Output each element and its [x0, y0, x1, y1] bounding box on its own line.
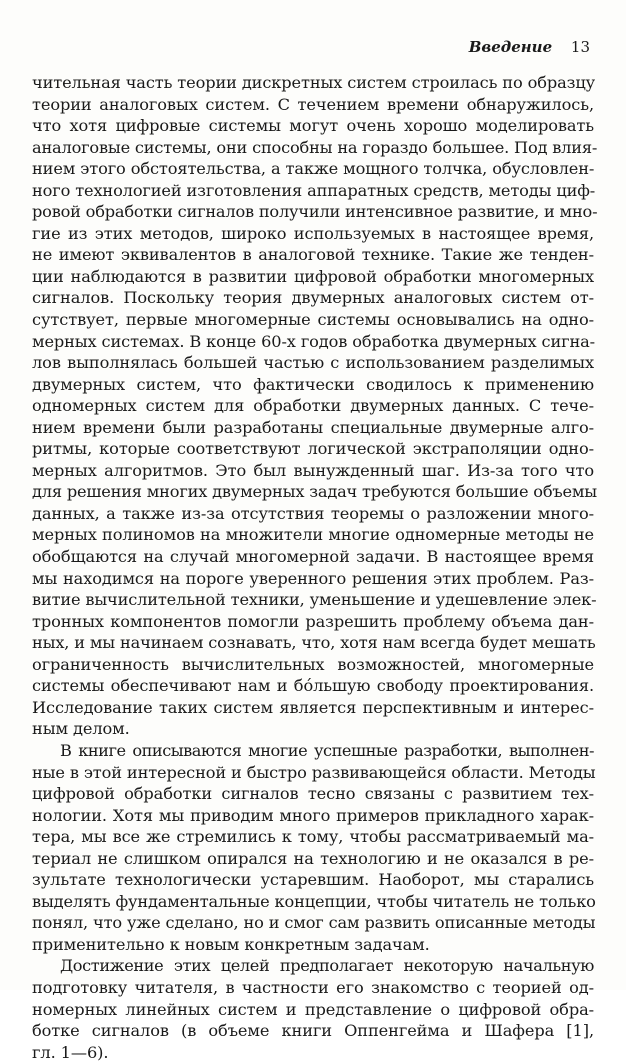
text-line: мерных системах. В конце 60-х годов обработка двумерных сигна- — [32, 331, 595, 351]
text-line: ции наблюдаются в развитии цифровой обработки многомерных — [32, 266, 594, 286]
text-line: нологии. Хотя мы приводим много примеров прикладного харак- — [32, 805, 594, 825]
text-line: гл. 1—6). — [32, 1042, 109, 1062]
text-line: лов выполнялась большей частью с использованием разделимых — [32, 353, 594, 373]
text-line: номерных линейных систем и представление о цифровой обра- — [32, 999, 594, 1019]
text-line: для решения многих двумерных задач требуются большие объемы — [32, 482, 597, 502]
section-title: Введение — [468, 38, 553, 56]
text-line: ритмы, которые соответствуют логической экстраполяции одно- — [32, 439, 594, 459]
running-head — [469, 38, 590, 56]
text-line: применительно к новым конкретным задачам. — [32, 934, 430, 954]
text-line: системы обеспечивают нам и бóльшую свободу проектирования. — [32, 676, 594, 696]
text-line: ограниченность вычислительных возможностей, многомерные — [32, 654, 594, 674]
text-line: териал не слишком опирался на технологию и не оказался в ре- — [32, 848, 594, 868]
text-line: не имеют эквивалентов в аналоговой технике. Такие же тенден- — [32, 245, 594, 265]
paragraph — [32, 740, 594, 955]
text-line: выделять фундаментальные концепции, чтобы читатель не только — [32, 891, 596, 911]
text-line: сигналов. Поскольку теория двумерных аналоговых систем от- — [32, 288, 594, 308]
text-line: аналоговые системы, они способны на гораздо большее. Под влия- — [32, 137, 598, 157]
text-line: тронных компонентов помогли разрешить проблему объема дан- — [32, 611, 594, 631]
text-line: нием этого обстоятельства, а также мощного толчка, обусловлен- — [32, 159, 595, 179]
text-line: В книге описываются многие успешные разработки, выполнен- — [60, 740, 594, 760]
text-line: Достижение этих целей предполагает некоторую начальную — [60, 956, 594, 976]
text-line: подготовку читателя, в частности его знакомство с теорией од- — [32, 977, 594, 997]
text-line: ные в этой интересной и быстро развивающейся области. Методы — [32, 762, 596, 782]
text-line: теории аналоговых систем. С течением времени обнаружилось, — [32, 94, 594, 114]
text-line: данных, а также из-за отсутствия теоремы о разложении много- — [32, 503, 594, 523]
text-line: ботке сигналов (в объеме книги Оппенгейма и Шафера [1], — [32, 1021, 594, 1041]
text-line: мы находимся на пороге уверенного решения этих проблем. Раз- — [32, 568, 594, 588]
text-line: одномерных систем для обработки двумерных данных. С тече- — [32, 396, 594, 416]
text-line: тера, мы все же стремились к тому, чтобы рассматриваемый ма- — [32, 827, 594, 847]
text-line: гие из этих методов, широко используемых в настоящее время, — [32, 223, 594, 243]
text-line: ных, и мы начинаем сознавать, что, хотя нам всегда будет мешать — [32, 633, 596, 653]
text-line: цифровой обработки сигналов тесно связаны с развитием тех- — [32, 784, 594, 804]
text-line: мерных алгоритмов. Это был вынужденный шаг. Из-за того что — [32, 460, 594, 480]
text-line: двумерных систем, что фактически сводилось к применению — [32, 374, 594, 394]
text-line: мерных полиномов на множители многие одномерные методы не — [32, 525, 594, 545]
text-line: обобщаются на случай многомерной задачи. В настоящее время — [32, 547, 594, 567]
paragraph — [32, 72, 598, 740]
text-line: что хотя цифровые системы могут очень хорошо моделировать — [32, 116, 594, 136]
text-line: Исследование таких систем является перспективным и интерес- — [32, 697, 594, 717]
text-line: чительная часть теории дискретных систем строилась по образцу — [32, 73, 596, 92]
text-line: витие вычислительной техники, уменьшение и удешевление элек- — [32, 590, 597, 610]
text-line: сутствует, первые многомерные системы основывались на одно- — [32, 310, 594, 330]
body-text — [32, 72, 598, 1063]
text-line: нием времени были разработаны специальные двумерные алго- — [32, 417, 594, 437]
text-line: зультате технологически устаревшим. Наоборот, мы старались — [32, 870, 594, 890]
paragraph — [32, 955, 594, 1063]
text-line: ровой обработки сигналов получили интенсивное развитие, и мно- — [32, 202, 598, 222]
text-line: ного технологией изготовления аппаратных средств, методы циф- — [32, 180, 596, 200]
page-number: 13 — [570, 38, 590, 56]
text-line: понял, что уже сделано, но и смог сам развить описанные методы — [32, 913, 596, 933]
text-line: ным делом. — [32, 719, 130, 739]
